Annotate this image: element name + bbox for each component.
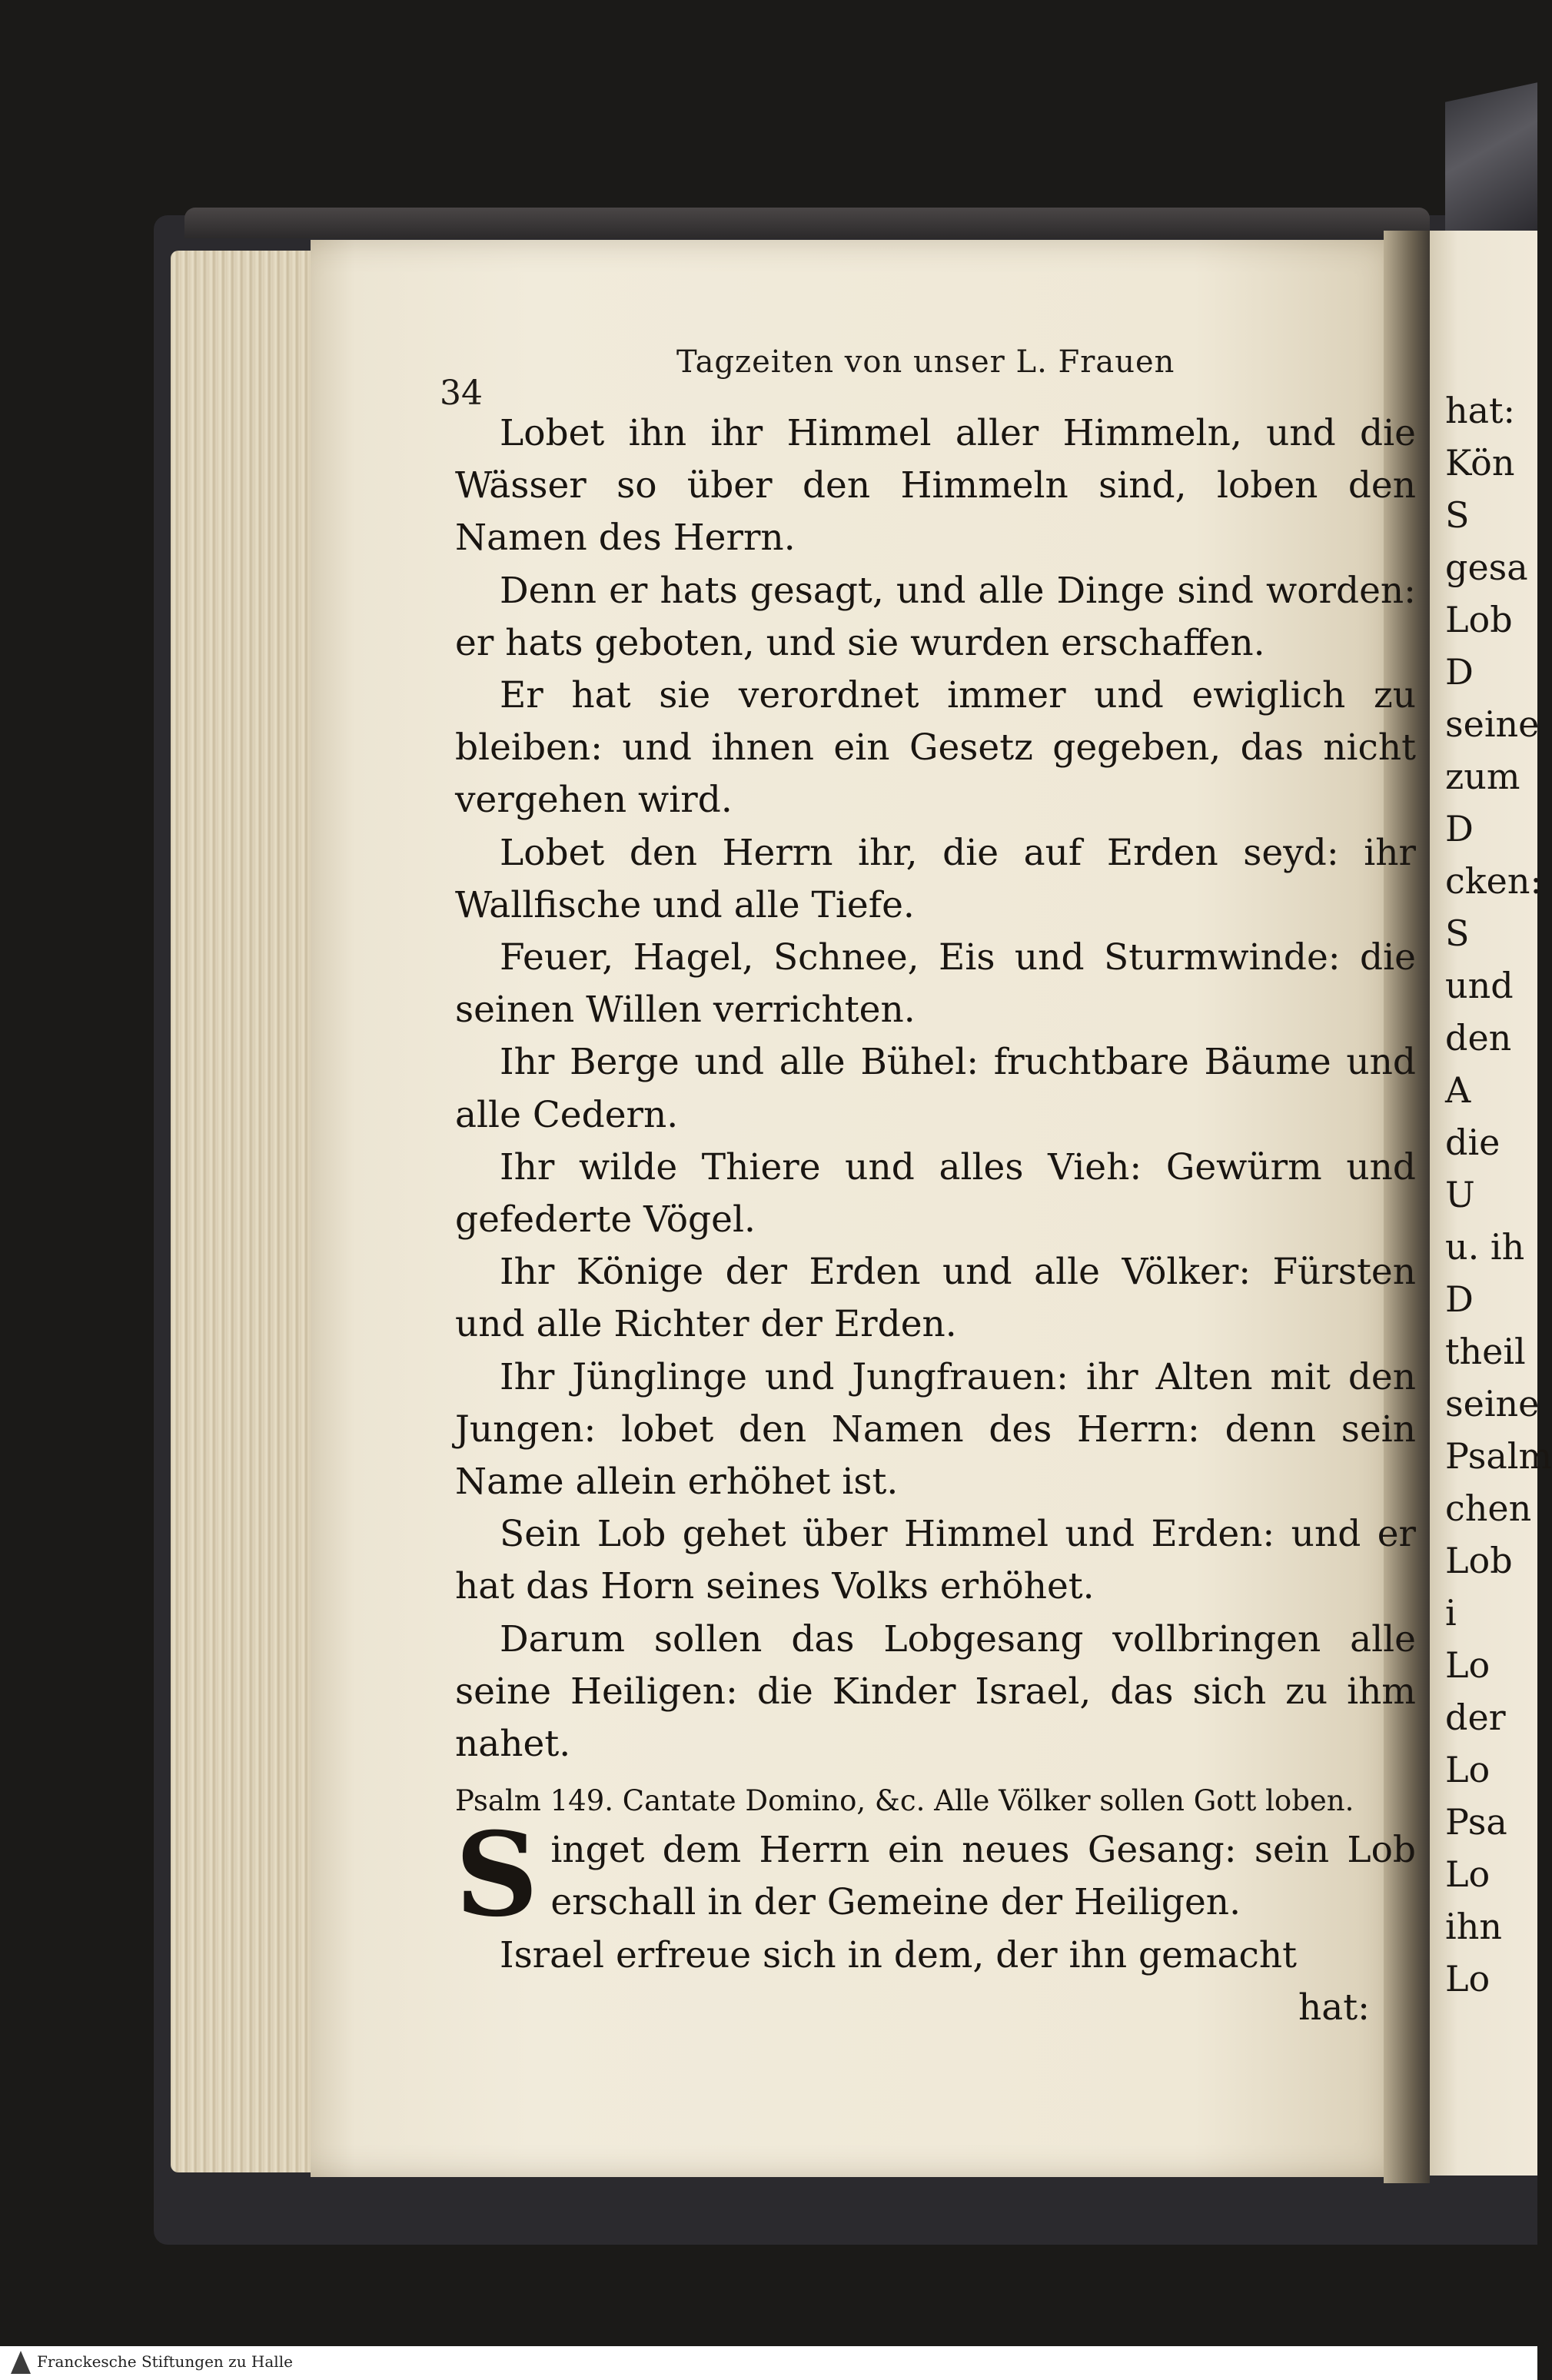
- verse-paragraph: Ihr wilde Thiere und alles Vieh: Gewürm und gefederte Vögel.: [455, 1145, 1416, 1242]
- verse-paragraph: Darum sollen das Lobgesang vollbringen alle seine Heiligen: die Kinder Israel, das sich zu ihm nahet.: [455, 1617, 1416, 1766]
- facing-page-line: cken:: [1445, 860, 1542, 902]
- psalm-opening-text: inget dem Herrn ein neues Gesang: sein Lob erschall in der Gemeine der Heiligen.: [550, 1829, 1416, 1924]
- facing-page-line: D: [1445, 808, 1474, 849]
- facing-page-line: Lo: [1445, 1958, 1491, 1999]
- facing-page-line: gesa: [1445, 547, 1528, 588]
- facing-page-line: D: [1445, 651, 1474, 693]
- verse-paragraph: Sein Lob gehet über Himmel und Erden: und er hat das Horn seines Volks erhöhet.: [455, 1513, 1416, 1608]
- verse-paragraph: Denn er hats gesagt, und alle Dinge sind worden: er hats geboten, und sie wurden erschaffen.: [455, 569, 1416, 664]
- book-spine-corner: [1445, 82, 1537, 248]
- facing-page-line: A: [1445, 1069, 1471, 1111]
- facing-page-line: theil: [1445, 1331, 1526, 1372]
- facing-page-line: Psa: [1445, 1801, 1507, 1843]
- catchword: hat:: [1298, 1986, 1370, 2029]
- institution-credit: Franckesche Stiftungen zu Halle: [37, 2352, 293, 2371]
- facing-page-line: D: [1445, 1278, 1474, 1320]
- psalm-opening: [455, 1807, 1416, 1943]
- facing-page-line: die: [1445, 1122, 1500, 1163]
- running-header: Tagzeiten von unser L. Frauen: [676, 344, 1175, 380]
- verse-paragraph: Er hat sie verordnet immer und ewiglich zu bleiben: und ihnen ein Gesetz gegeben, das nicht vergehen wird.: [455, 674, 1416, 822]
- page-number: 34: [440, 374, 483, 413]
- facing-page-line: zum: [1445, 756, 1520, 797]
- verse-paragraph: Feuer, Hagel, Schnee, Eis und Sturmwinde: die seinen Willen verrichten.: [455, 936, 1416, 1032]
- drop-capital: S: [455, 1807, 539, 1943]
- facing-page-text: [1445, 384, 1552, 2005]
- facing-page-line: hat:: [1445, 390, 1516, 431]
- page-body-text: [455, 407, 1416, 2034]
- facing-page-line: i: [1445, 1592, 1457, 1634]
- facing-page-line: u. ih: [1445, 1226, 1525, 1268]
- facing-page-line: Lo: [1445, 1853, 1491, 1895]
- facing-page-line: S: [1445, 912, 1470, 954]
- verse-paragraph: Israel erfreue sich in dem, der ihn gemacht: [500, 1933, 1298, 1976]
- verse-paragraph: Ihr Könige der Erden und alle Völker: Fürsten und alle Richter der Erden.: [455, 1251, 1416, 1346]
- facing-page-line: Kön: [1445, 442, 1515, 484]
- facing-page-line: Lo: [1445, 1749, 1491, 1790]
- facing-page-line: chen: [1445, 1488, 1532, 1529]
- page-edges: [171, 251, 324, 2172]
- facing-page-line: seine: [1445, 1383, 1540, 1424]
- facing-page-line: Lob: [1445, 1540, 1513, 1581]
- cover-top-edge: [184, 208, 1430, 238]
- facing-page-line: der: [1445, 1697, 1506, 1738]
- psalm-heading: Psalm 149. Cantate Domino, &c. Alle Völker sollen Gott loben.: [455, 1784, 1354, 1818]
- verse-paragraph: Lobet den Herrn ihr, die auf Erden seyd: ihr Wallfische und alle Tiefe.: [455, 831, 1416, 926]
- facing-page-line: ihn: [1445, 1906, 1502, 1947]
- facing-page-line: seine: [1445, 703, 1540, 745]
- verse-paragraph: Ihr Berge und alle Bühel: fruchtbare Bäume und alle Cedern.: [455, 1041, 1416, 1136]
- facing-page-line: und: [1445, 965, 1514, 1006]
- facing-page-line: U: [1445, 1174, 1475, 1215]
- facing-page-line: S: [1445, 494, 1470, 536]
- verse-paragraph: Lobet ihn ihr Himmel aller Himmeln, und die Wässer so über den Himmeln sind, loben den Namen des Herrn.: [455, 412, 1416, 560]
- facing-page-line: Lob: [1445, 599, 1513, 640]
- facing-page-line: den: [1445, 1017, 1512, 1059]
- facing-page-line: Psalm: [1445, 1435, 1552, 1477]
- verse-paragraph: Ihr Jünglinge und Jungfrauen: ihr Alten mit den Jungen: lobet den Namen des Herrn: denn sein Name allein erhöhet ist.: [455, 1355, 1416, 1504]
- facing-page-line: Lo: [1445, 1644, 1491, 1686]
